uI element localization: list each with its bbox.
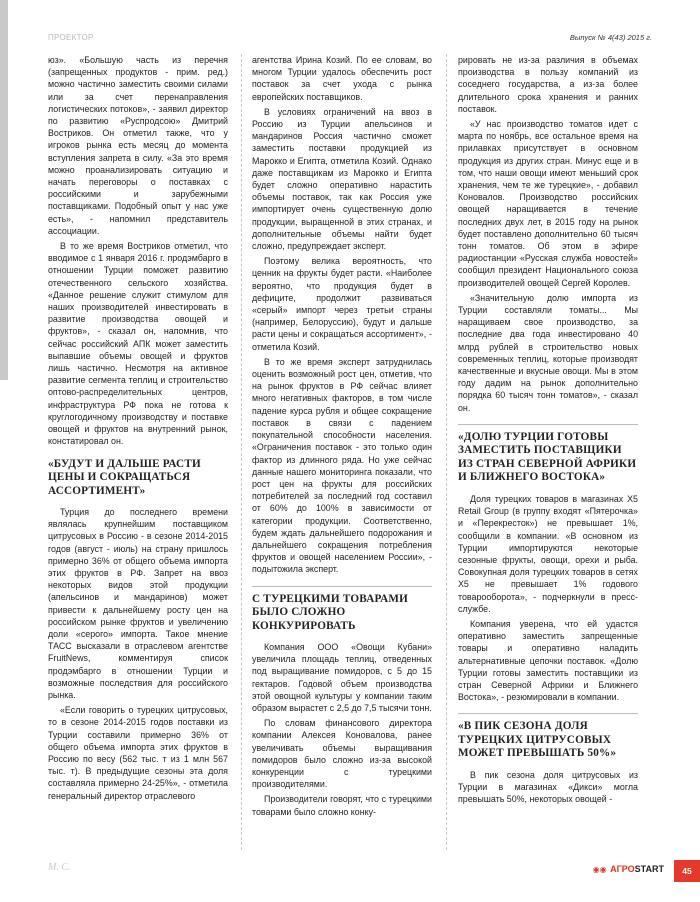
paragraph: В то же время Востриков отметил, что вводимое с 1 января 2016 г. продэмбарго в отношении Турции поможет развитию отечественного сельского хозяйства. «Данное решение служит стимулом для наших производителей инвестировать в развитие производства овощей и фруктов», - сказал он, напомнив, что сейчас российский АПК может заместить выпавшие объемы овощей и фруктов лишь частично. Несмотря на активное развитие сегмента теплиц и строительство оптово-распределительных центров, инфраструктура РФ пока не готова к круглогодичному производству и поставке овощей и фруктов на внутренний рынок, констатировал он. — [48, 241, 228, 447]
brand-sun-icon: ◉◉ — [592, 865, 607, 874]
paragraph: Поэтому велика вероятность, что ценник на фрукты будет расти. «Наиболее вероятно, что продукция будет в дефиците, продолжит развиваться «серый» импорт через третьи страны (например, Белоруссию), будут и дальше расти цены и сокращаться ассортимент», - отметила Козий. — [252, 256, 432, 352]
article-column-3 — [458, 54, 638, 808]
paragraph: Производители говорят, что с турецкими товарами было сложно конку- — [252, 794, 432, 817]
paragraph: В то же время эксперт затруднилась оценить возможный рост цен, отметив, что на рынок фруктов в РФ сейчас влияет много негативных факторов, в том числе падение курса рубля и общее сокращение поставок в связи с падением покупательной способности населения. «Ограничения поставок - это только один фактор из длинного ряда. Но уже сейчас данные нашего мониторинга показали, что рост цен на фрукты для российских потребителей за последний год составил от 60% до 100% в зависимости от категории продукции. Соответственно, будем ждать дальнейшего подорожания и дальнейшего сокращения потребления фруктов и овощей населением России», - подытожила эксперт. — [252, 356, 432, 575]
brand-logo — [593, 864, 664, 874]
paragraph: юз». «Большую часть из перечня (запрещенных продуктов - прим. ред.) можно частично заместить своими силами или за счет перенаправления логистических потоков», - заявил директор по развитию «Руспродсою» Дмитрий Востриков. Он отметил также, что у игроков рынка есть месяц до момента вступления запрета в силу. «За это время можно проанализировать ситуацию и начать переговоры о поставках с российскими и зарубежными поставщиками. Подобный опыт у нас уже есть», - напомнил представитель ассоциации. — [48, 55, 228, 236]
issue-label: Выпуск № 4(43) 2015 г. — [569, 33, 652, 42]
section-heading: «БУДУТ И ДАЛЬШЕ РАСТИ ЦЕНЫ И СОКРАЩАТЬСЯ АССОРТИМЕНТ» — [48, 457, 201, 497]
section-heading: «ДОЛЮ ТУРЦИИ ГОТОВЫ ЗАМЕСТИТЬ ПОСТАВЩИКИ ИЗ СТРАН СЕВЕРНОЙ АФРИКИ И БЛИЖНЕГО ВОСТОКА» — [458, 424, 638, 485]
signature-mark: M. C. — [48, 862, 71, 873]
column-divider — [446, 54, 447, 850]
article-column-2 — [252, 54, 432, 821]
paragraph: рировать не из-за различия в объемах производства в пользу компаний из соседнего государства, а из-за более длительного срока хранения и ранних поставок. — [458, 55, 638, 114]
paragraph: агентства Ирина Козий. По ее словам, во многом Турции удалось обеспечить рост поставок за счет ухода с рынка европейских поставщиков. — [252, 55, 432, 102]
paragraph: Доля турецких товаров в магазинах X5 Retail Group (в группу входят «Пятерочка» и «Перекресток») не превышает 1%, сообщили в компании. «В основном из Турции импортируются некоторые сезонные фрукты, овощи, орехи и рыба. Совокупная доля турецких товаров в сетях X5 не превышает 1% годового товарооборота», - подчеркнули в пресс-службе. — [458, 493, 638, 614]
paragraph: Турция до последнего времени являлась крупнейшим поставщиком цитрусовых в Россию - в сезоне 2014-2015 годов (август - июль) на страну пришлось примерно 36% от общего объема импорта этих фруктов в РФ. Запрет на ввоз некоторых видов этой продукции (апельсинов и мандаринов) может привести к дальнейшему росту цен на российском рынке фруктов и увеличению доли «серого» импорта. Такое мнение ТАСС высказали в отраслевом агентстве FruitNews, комментируя список продэмбарго в отношении Турции и возможные последствия для российского рынка. — [48, 507, 228, 701]
article-column-1 — [48, 54, 228, 805]
paragraph: «Если говорить о турецких цитрусовых, то в сезоне 2014-2015 годов поставки из Турции составили примерно 36% от общего объема импорта этих фруктов в Россию по весу (562 тыс. т из 1 млн 567 тыс. т). В предыдущие сезоны эта доля составляла примерно 24-25%», - отметила генеральный директор отраслевого — [48, 705, 228, 801]
section-heading: С ТУРЕЦКИМИ ТОВАРАМИ БЫЛО СЛОЖНО КОНКУРИРОВАТЬ — [252, 586, 432, 634]
page-header — [48, 33, 652, 45]
brand-part-2: START — [634, 864, 664, 874]
rubric-label: ПРОЕКТОР — [48, 33, 94, 42]
paragraph: В условиях ограничений на ввоз в Россию из Турции апельсинов и мандаринов Россия частично сможет заместить поставки продукцией из Марокко и Египта, отметила Козий. Однако даже поставщикам из Марокко и Египта будет сложно оперативно нарастить объемы поставок, так как Россия уже импортирует очень существенную долю продукции, выращенной в этих странах, и дополнительные объемы найти будет сложно, предупреждает эксперт. — [252, 106, 432, 252]
paragraph: В пик сезона доля цитрусовых из Турции в магазинах «Дикси» могла превышать 50%, некоторых овощей - — [458, 769, 638, 805]
paragraph: По словам финансового директора компании Алексея Коновалова, ранее увеличивать объемы выращивания помидоров было сложно из-за высокой конкуренции с турецкими производителями. — [252, 718, 432, 790]
page-footer — [48, 860, 700, 880]
paragraph: «Значительную долю импорта из Турции составляли томаты... Мы наращиваем свое производство, за последние два года инвестировано 40 млрд рублей в строительство новых современных теплиц, которые производят качественные и вкусные овощи. Мы в этом году дадим на рынок дополнительно порядка 60 тысяч тонн томатов», - сказал он. — [458, 292, 638, 413]
brand-part-1: АГРО — [610, 864, 635, 874]
page-number: 45 — [674, 860, 700, 882]
paragraph: «У нас производство томатов идет с марта по ноябрь, все остальное время на прилавках присутствует в основном продукция из других стран. Минус еще и в том, что наши овощи имеют меньший срок хранения, чем те же турецкие», - добавил Коновалов. Производство российских овощей наращивается в течение последних двух лет, в 2015 году на рынок будет поставлено дополнительно 60 тысяч тонн томатов. Об этом в эфире радиостанции «Русская служба новостей» сообщил президент Национального союза производителей овощей Сергей Королев. — [458, 119, 638, 288]
section-heading: «В ПИК СЕЗОНА ДОЛЯ ТУРЕЦКИХ ЦИТРУСОВЫХ МОЖЕТ ПРЕВЫШАТЬ 50%» — [458, 713, 638, 761]
paragraph: Компания уверена, что ей удастся оперативно заместить запрещенные товары и оперативно наладить альтернативные цепочки поставок. «Долю Турции готовы заместить поставщики из стран Северной Африки и Ближнего Востока», - резюмировали в компании. — [458, 618, 638, 703]
column-divider — [241, 54, 242, 850]
paragraph: Компания ООО «Овощи Кубани» увеличила площадь теплиц, отведенных под выращивание помидоров, с 5 до 15 гектаров. Годовой объем производства этой овощной культуры у компании таким образом вырастет с 2,5 до 7,5 тысячи тонн. — [252, 642, 432, 714]
page-edge-stripe — [0, 0, 8, 380]
